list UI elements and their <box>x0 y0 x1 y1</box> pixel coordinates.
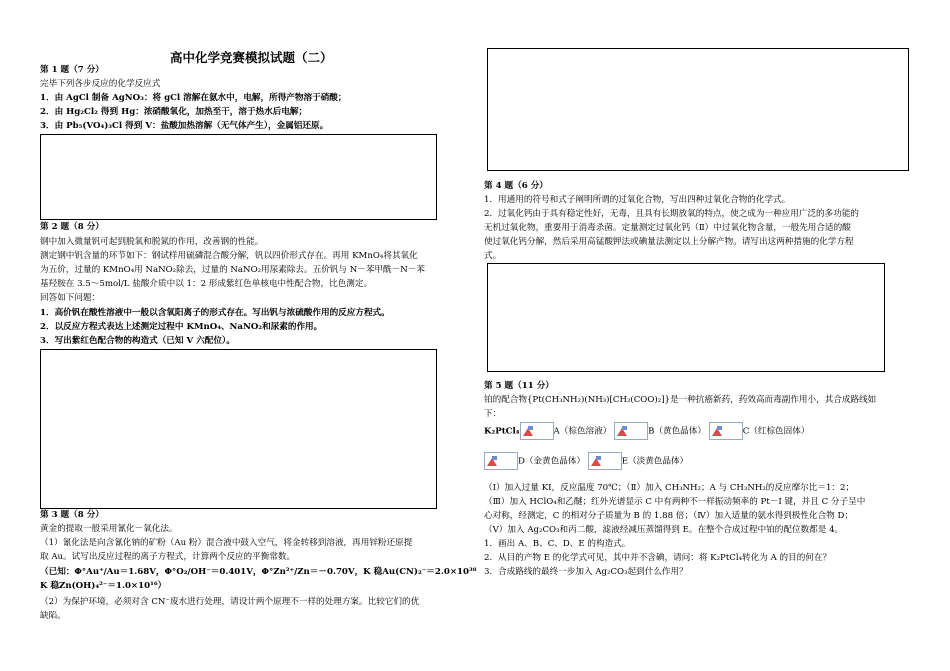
q5-line: （Ⅴ）加入 Ag₂CO₃和丙二酸，滤液经减压蒸馏得到 E。在整个合成过程中铂的配位数都是 4。 <box>484 525 844 535</box>
q2-line: 为五价，过量的 KMnO₄用 NaNO₂除去，过量的 NaNO₂用尿素除去。五价钒与 N－苯甲酰－N－苯 <box>40 265 425 275</box>
synthesis-scheme-row-2 <box>484 452 688 470</box>
q1-heading: 第 1 题（7 分） <box>40 65 104 75</box>
q3-line: （2）为保护环境，必须对含 CN⁻废水进行处理，请设计两个原理不一样的处理方案。比较它们的优 <box>40 597 420 607</box>
q2-line: 1．高价钒在酸性溶液中一般以含氧阳离子的形式存在。写出钒与浓硫酸作用的反应方程式。 <box>40 308 390 318</box>
q5-intro: 下： <box>484 409 502 419</box>
compound-e: E（淡黄色晶体） <box>621 456 689 467</box>
compound-a: A（棕色溶液） <box>553 426 612 437</box>
q5-line: 2．从目的产物 E 的化学式可见，其中并不含碘，请问：将 K₂PtCl₄转化为 A 的目的何在？ <box>484 553 832 563</box>
q4-line: 2．过氧化钙由于具有稳定性好，无毒，且具有长期放氧的特点，使之成为一种应用广泛的多功能的 <box>484 209 860 219</box>
reaction-arrow-image-icon <box>484 452 518 470</box>
page-title: 高中化学竞赛模拟试题（二） <box>170 50 333 65</box>
q4-answer-box[interactable] <box>487 263 885 372</box>
q2-line: 2．以反应方程式表达上述测定过程中 KMnO₄、NaNO₂和尿素的作用。 <box>40 322 323 332</box>
q4-line: 1．用通用的符号和式子阐明所谓的过氧化合物，写出四种过氧化合物的化学式。 <box>484 195 791 205</box>
q2-line: 测定钢中钒含量的环节如下：钢试样用硫磷混合酸分解，钒以四价形式存在。再用 KMnO₄将其氧化 <box>40 251 418 261</box>
synthesis-scheme-row-1 <box>484 422 809 440</box>
q3-line: 缺陷。 <box>40 611 66 621</box>
q2-answer-box[interactable] <box>40 349 437 509</box>
q5-line: 1．画出 A、B、C、D、E 的构造式。 <box>484 539 631 549</box>
compound-b: B（黄色晶体） <box>648 426 706 437</box>
q3-line: （已知：Φ°Au⁺/Au＝1.68V，Φ°O₂/OH⁻＝0.401V，Φ°Zn²⁺/Zn＝－0.70V，K 稳Au(CN)₂⁻＝2.0×10³⁸ <box>40 567 477 577</box>
q4-line: 无机过氧化物，重要用于消毒杀菌。定量测定过氧化钙（Ⅱ）中过氧化物含量，一般先用合适的酸 <box>484 223 851 233</box>
q3-line: 取 Au。试写出反应过程的离子方程式，计算两个反应的平衡常数。 <box>40 552 296 562</box>
q3-line: 黄金的提取一般采用氰化－氧化法。 <box>40 524 178 534</box>
compound-c: C（红棕色固体） <box>742 426 810 437</box>
scheme-start: K₂PtCl₄ <box>484 426 520 437</box>
q4-line: 式。 <box>484 251 502 261</box>
q3-line: （1）氰化法是向含氰化钠的矿粉（Au 粉）混合液中鼓入空气，将金转移到溶液，再用锌粉还原提 <box>40 538 413 548</box>
q1-answer-box[interactable] <box>40 134 437 220</box>
reaction-arrow-image-icon <box>709 422 743 440</box>
q2-line: 基羟胺在 3.5～5mol/L 盐酸介质中以 1：2 形成紫红色单核电中性配合物，比色测定。 <box>40 279 373 289</box>
q2-line: 3．写出紫红色配合物的构造式（已知 V 六配位）。 <box>40 336 235 346</box>
q2-heading: 第 2 题（8 分） <box>40 222 104 232</box>
q4-line: 使过氧化钙分解，然后采用高锰酸钾法或碘量法测定以上分解产物。请写出这两种措施的化学方程 <box>484 237 854 247</box>
q1-line: 完毕下列各步反应的化学反应式 <box>40 79 161 89</box>
q3-answer-box[interactable] <box>487 48 909 171</box>
q1-line: 2．由 Hg₂Cl₂ 得到 Hg：浓硝酸氧化，加热至干，溶于热水后电解； <box>40 107 308 117</box>
q3-line: K 稳Zn(OH)₄²⁻＝1.0×10¹⁶） <box>40 581 167 591</box>
q3-heading: 第 3 题（8 分） <box>40 510 104 520</box>
q5-line: 3．合成路线的最终一步加入 Ag₂CO₃起到什么作用？ <box>484 567 688 577</box>
q5-heading: 第 5 题（11 分） <box>484 381 554 391</box>
q2-line: 钢中加入微量钒可起到脱氧和脱氮的作用，改善钢的性能。 <box>40 237 264 247</box>
q5-line: （Ⅲ）加入 HClO₄和乙醚；红外光谱显示 C 中有两种不一样振动频率的 Pt－I 键，并且 C 分子呈中 <box>484 497 866 507</box>
q2-line: 回答如下问题： <box>40 293 101 303</box>
q1-line: 1．由 AgCl 制备 AgNO₃：将 gCl 溶解在氨水中，电解，所得产物溶于硝酸； <box>40 93 347 103</box>
q1-line: 3．由 Pb₅(VO₄)₃Cl 得到 V：盐酸加热溶解（无气体产生），金属铝还原。 <box>40 121 329 131</box>
q5-line: 心对称，经测定，C 的相对分子质量为 B 的 1.88 倍；（Ⅳ）加入适量的氨水得到极性化合物 D； <box>484 511 853 521</box>
reaction-arrow-image-icon <box>520 422 554 440</box>
compound-d: D（金黄色晶体） <box>518 456 586 467</box>
q5-intro: 铂的配合物{Pt(CH₃NH₂)(NH₃)[CH₂(COO)₂]}是一种抗癌新药，药效高而毒副作用小，其合成路线如 <box>484 395 877 405</box>
reaction-arrow-image-icon <box>614 422 648 440</box>
q4-heading: 第 4 题（6 分） <box>484 181 548 191</box>
q5-line: （Ⅰ）加入过量 KI，反应温度 70℃；（Ⅱ）加入 CH₃NH₂；A 与 CH₃NH₂的反应摩尔比＝1：2； <box>484 483 855 493</box>
reaction-arrow-image-icon <box>588 452 622 470</box>
